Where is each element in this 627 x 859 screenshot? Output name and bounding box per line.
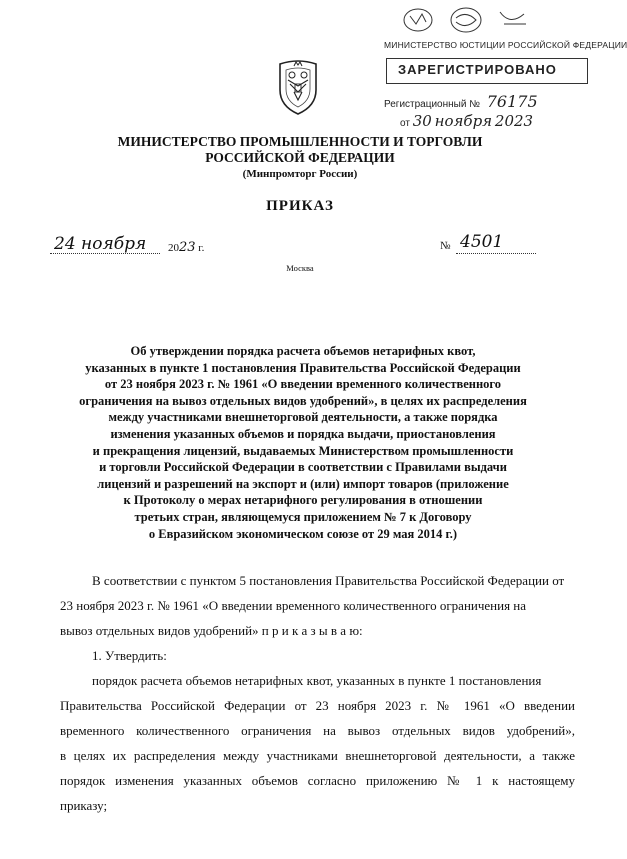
stamp-reg-number: 76175 bbox=[486, 92, 538, 111]
title-line: изменения указанных объемов и порядка выдачи, приостановления bbox=[110, 426, 496, 441]
stamp-authority: МИНИСТЕРСТВО ЮСТИЦИИ РОССИЙСКОЙ ФЕДЕРАЦИИ bbox=[384, 40, 627, 50]
order-title: ПРИКАЗ bbox=[266, 198, 334, 214]
number-sign: № bbox=[440, 240, 451, 252]
date-underline bbox=[50, 253, 160, 254]
title-line: между участниками внешнеторговой деятельности, а также порядка bbox=[108, 410, 498, 425]
paragraph-line-3: временного количественного ограничения на вывоз отдельных видов удобрений», bbox=[60, 723, 575, 738]
ministry-name bbox=[100, 134, 500, 166]
seal-marks-icon bbox=[396, 6, 536, 34]
title-line: ограничения на вывоз отдельных видов удобрений», в целях их распределения bbox=[79, 393, 527, 408]
item-1: 1. Утвердить: bbox=[92, 648, 167, 663]
state-emblem-icon bbox=[274, 56, 322, 116]
year-prefix: 20 bbox=[168, 242, 179, 254]
intro-line-3: вывоз отдельных видов удобрений» п р и к а з ы в а ю: bbox=[60, 623, 363, 638]
intro-line-1: В соответствии с пунктом 5 постановления Правительства Российской Федерации от bbox=[92, 573, 565, 588]
paragraph-line-2: Правительства Российской Федерации от 23 ноября 2023 г. № 1961 «О введении bbox=[60, 698, 575, 713]
paragraph-line-5: порядок изменения указанных объемов согласно приложению № 1 к настоящему bbox=[60, 773, 575, 788]
number-underline bbox=[456, 253, 536, 254]
ministry-short-name: (Минпромторг России) bbox=[242, 168, 358, 180]
title-line: к Протоколу о мерах нетарифного регулирования в отношении bbox=[123, 493, 483, 508]
order-date: 24 ноября bbox=[54, 234, 147, 254]
title-line: от 23 ноября 2023 г. № 1961 «О введении временного количественного bbox=[104, 377, 502, 392]
title-line: и прекращения лицензий, выдаваемых Министерством промышленности bbox=[92, 443, 514, 458]
city: Москва bbox=[286, 263, 314, 273]
paragraph-line-6: приказу; bbox=[60, 798, 108, 813]
title-line: о Евразийском экономическом союзе от 29 мая 2014 г.) bbox=[148, 526, 458, 541]
paragraph-line-1: порядок расчета объемов нетарифных квот, указанных в пункте 1 постановления bbox=[92, 673, 542, 688]
paragraph-line-4: в целях их распределения между участниками внешнеторговой деятельности, а также bbox=[60, 748, 575, 763]
title-line: и торговли Российской Федерации в соответствии с Правилами выдачи bbox=[99, 460, 507, 475]
ministry-line-2: РОССИЙСКОЙ ФЕДЕРАЦИИ bbox=[205, 150, 395, 165]
stamp-date-day: 30 bbox=[412, 112, 432, 130]
title-line: лицензий и разрешений на экспорт и (или) импорт товаров (приложение bbox=[97, 476, 509, 491]
stamp-registration bbox=[384, 92, 538, 111]
intro-line-2: 23 ноября 2023 г. № 1961 «О введении временного количественного ограничения на bbox=[60, 598, 527, 613]
ministry-line-1: МИНИСТЕРСТВО ПРОМЫШЛЕННОСТИ И ТОРГОВЛИ bbox=[117, 134, 483, 149]
document-title bbox=[58, 343, 548, 542]
title-line: третьих стран, являющемуся приложением № 7 к Договору bbox=[134, 509, 472, 524]
order-year bbox=[168, 240, 204, 255]
registration-stamp bbox=[378, 4, 627, 130]
stamp-date-month: ноября bbox=[434, 112, 493, 130]
stamp-status: ЗАРЕГИСТРИРОВАНО bbox=[398, 62, 557, 77]
stamp-date bbox=[400, 112, 533, 130]
stamp-reg-label: Регистрационный № bbox=[384, 99, 480, 110]
title-line: указанных в пункте 1 постановления Правительства Российской Федерации bbox=[85, 360, 521, 375]
stamp-date-year: 2023 bbox=[494, 112, 534, 130]
year-handwritten: 23 bbox=[179, 240, 196, 255]
title-line: Об утверждении порядка расчета объемов нетарифных квот, bbox=[130, 344, 476, 358]
year-suffix: г. bbox=[195, 242, 205, 254]
order-number: 4501 bbox=[460, 232, 504, 252]
stamp-date-prefix: от bbox=[400, 118, 410, 129]
